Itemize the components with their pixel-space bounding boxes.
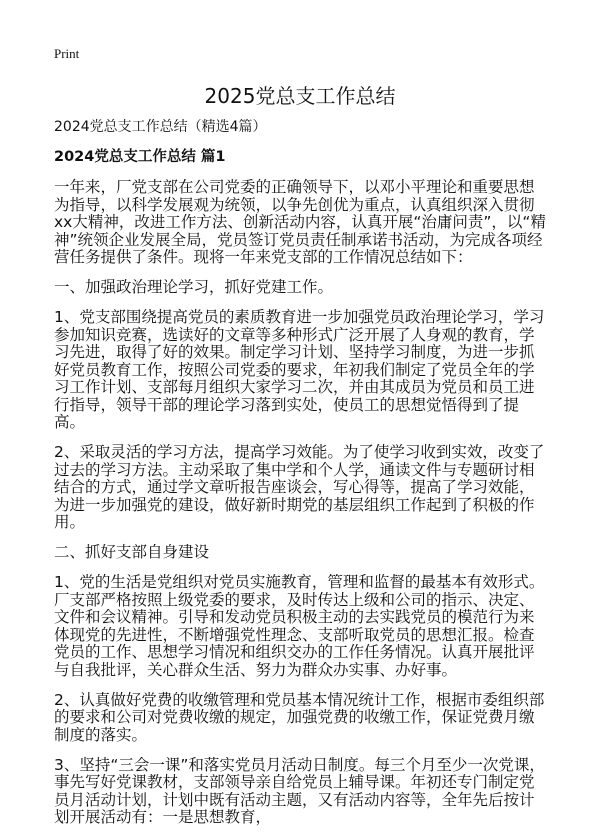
print-link[interactable]: Print [54, 46, 80, 61]
paragraph: 2、采取灵活的学习方法，提高学习效能。为了使学习收到实效，改变了过去的学习方法。主动采取了集中学和个人学，通读文件与专题研讨相结合的方式，通过学文章听报告座谈会，写心得等，提高了学习效能，为进一步加强党的建设，做好新时期党的基层组织工作起到了积极的作用。 [54, 443, 545, 531]
paragraph: 1、党支部围绕提高党员的素质教育进一步加强党员政治理论学习，学习参加知识竞赛，选读好的文章等多种形式广泛开展了人身观的教育，学习先进，取得了好的效果。制定学习计划、坚持学习制度，为进一步抓好党员教育工作，按照公司党委的要求，年初我们制定了党员全年的学习工作计划、支部每月组织大家学习二次，并由其成员为党员和员工进行指导，领导干部的理论学习落到实处，使员工的思想觉悟得到了提高。 [54, 308, 545, 431]
section-title: 二、抓好支部自身建设 [54, 543, 210, 561]
section-title: 一、加强政治理论学习，抓好党建工作。 [54, 278, 334, 296]
paragraph: 3、坚持“三会一课”和落实党员月活动日制度。每三个月至少一次党课，事先写好党课教材，支部领导亲自给党员上辅导课。年初还专门制定党员月活动计划，计划中既有活动主题，又有活动内容等，全年先后按计划开展活动有：一是思想教育， [54, 755, 545, 826]
section-heading: 2024党总支工作总结 篇1 [54, 149, 226, 165]
paragraph: 一年来，厂党支部在公司党委的正确领导下，以邓小平理论和重要思想为指导，以科学发展观为统领，以争先创优为重点，认真组织深入贯彻xx大精神，改进工作方法、创新活动内容，认真开展“治庸问责”，以“精神”统领企业发展全局，党员签订党员责任制承诺书活动，为完成各项经营任务提供了条件。现将一年来党支部的工作情况总结如下： [54, 178, 546, 266]
paragraph: 2、认真做好党费的收缴管理和党员基本情况统计工作，根据市委组织部的要求和公司对党费收缴的规定，加强党费的收缴工作，保证党费月缴制度的落实。 [54, 690, 545, 744]
paragraph: 1、党的生活是党组织对党员实施教育，管理和监督的最基本有效形式。厂支部严格按照上级党委的要求，及时传达上级和公司的指示、决定、文件和会议精神。引导和发动党员积极主动的去实践党员的模范行为来体现党的先进性，不断增强党性理念、支部听取党员的思想汇报。检查党员的工作、思想学习情况和组织交办的工作任务情况。认真开展批评与自我批评，关心群众生活、努力为群众办实事、办好事。 [54, 573, 545, 679]
document-body [54, 119, 548, 839]
document-subtitle: 2024党总支工作总结（精选4篇） [54, 119, 267, 135]
page-title: 2025党总支工作总结 [204, 84, 396, 108]
